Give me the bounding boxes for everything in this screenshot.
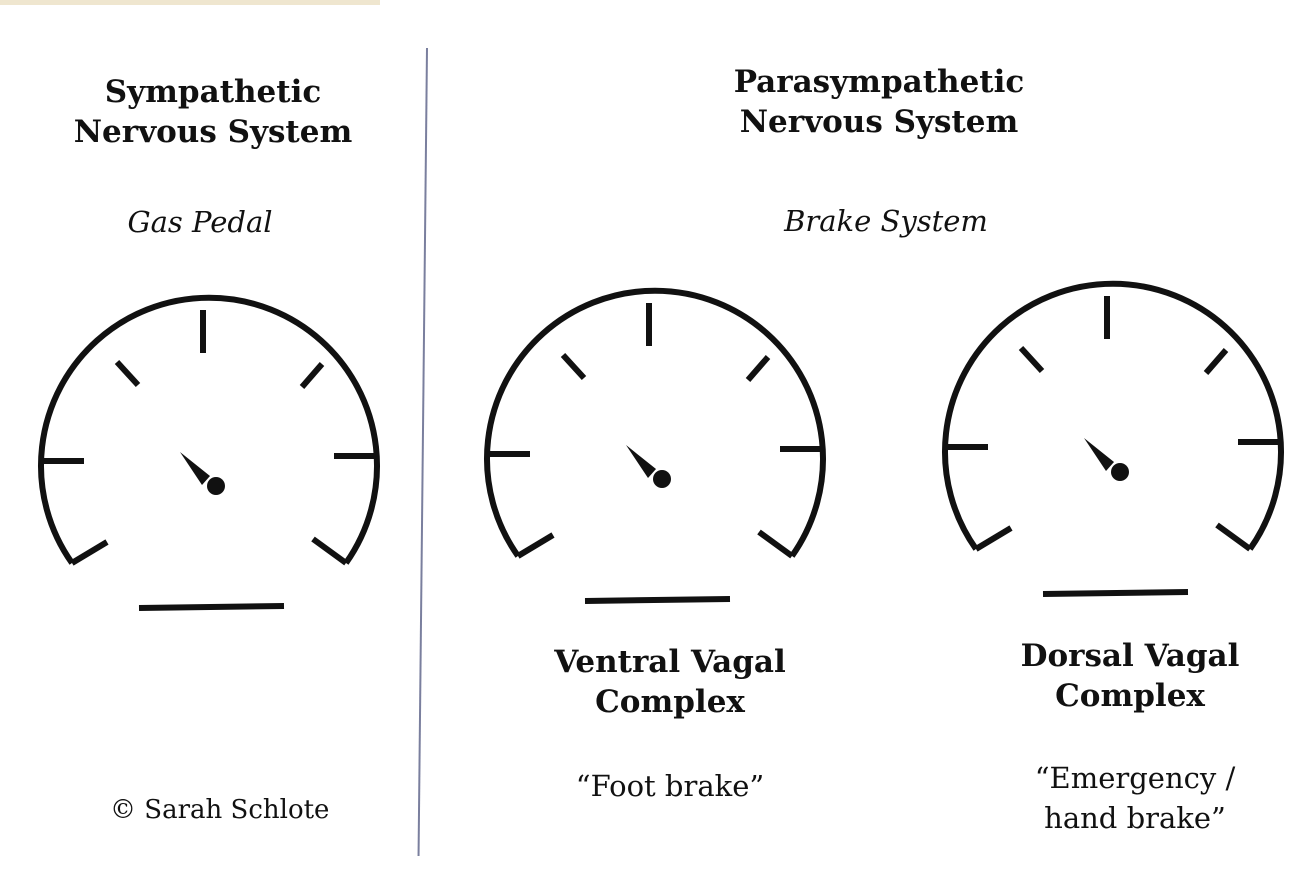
dorsal-quote-line1: “Emergency / [1034, 761, 1236, 795]
ventral-speedometer-icon [476, 291, 846, 621]
dorsal-speedometer-icon [934, 284, 1303, 614]
copyright-credit: © Sarah Schlote [110, 795, 330, 825]
column-divider [418, 48, 428, 856]
top-strip [0, 0, 380, 5]
sympathetic-subtitle: Gas Pedal [127, 205, 273, 239]
dorsal-quote [1010, 758, 1260, 838]
dorsal-label-line1: Dorsal Vagal [1020, 638, 1240, 674]
sympathetic-title-line2: Nervous System [73, 114, 353, 150]
parasympathetic-title-line2: Nervous System [739, 104, 1019, 140]
dorsal-vagal-label [995, 636, 1265, 716]
parasympathetic-title-line1: Parasympathetic [733, 64, 1025, 100]
sympathetic-title-line1: Sympathetic [104, 74, 322, 110]
ventral-quote: “Foot brake” [575, 769, 765, 803]
sympathetic-speedometer-icon [30, 298, 400, 628]
ventral-label-line1: Ventral Vagal [554, 644, 786, 680]
ventral-vagal-label [535, 642, 805, 722]
parasympathetic-heading [720, 62, 1038, 142]
sympathetic-heading [68, 72, 358, 152]
dorsal-label-line2: Complex [1055, 678, 1205, 714]
ventral-label-line2: Complex [595, 684, 745, 720]
parasympathetic-subtitle: Brake System [784, 204, 988, 238]
dorsal-quote-line2: hand brake” [1044, 801, 1226, 835]
